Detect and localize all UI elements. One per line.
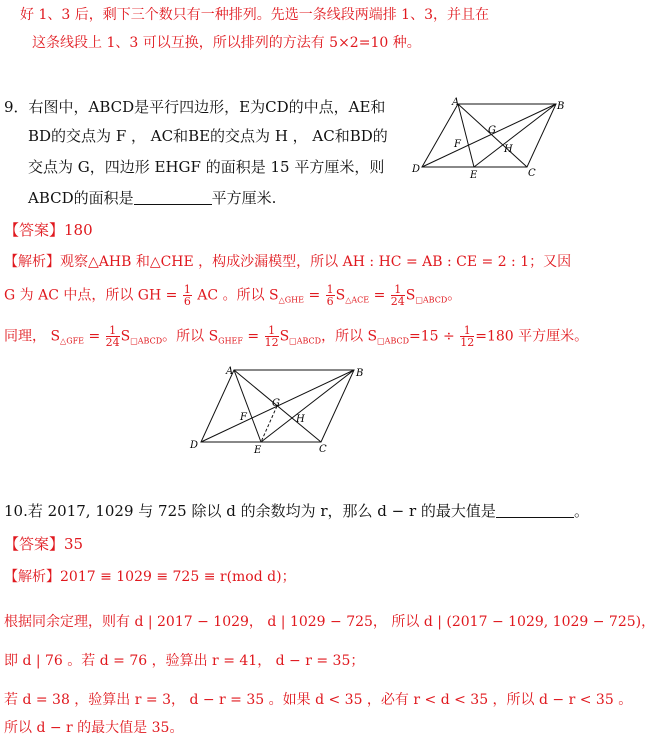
label-b-large: B [356,368,364,379]
q9-a2-eq-1: = [308,287,321,304]
q10-answer-value: 35 [64,535,84,553]
label-d-small: D [412,164,421,175]
fraction-1-24-a: $\frac{1}{24}$ [390,283,405,308]
q9-figure-large [186,362,372,456]
q9-a3-text-d: =15 ÷ [409,328,455,345]
sub-abcd-b: □ABCD [130,336,163,346]
q10-answer-tag: 【答案】 [4,535,65,553]
q9-a3-eq-2: = [247,328,260,345]
q9-answer-tag: 【答案】 [4,221,65,239]
q9-a3-text-c: ，所以 S [321,328,378,345]
q9-line-3: 交点为 G，四边形 EHGF 的面积是 15 平方厘米，则 [28,158,385,176]
q9-a2-text-a: G 为 AC 中点，所以 GH = [4,287,178,304]
q10-analysis-line-5: 所以 d − r 的最大值是 35。 [4,720,184,736]
q9-analysis-tag: 【解析】 [4,254,60,270]
q9-a2-end: 。 [447,287,462,304]
segment-be-small [474,104,556,167]
q9-answer-line [4,219,93,241]
q9-a2-text-b: AC 。所以 S [197,287,279,304]
q10-answer-blank [496,503,574,518]
q10-analysis-tag: 【解析】 [4,569,60,585]
q10-analysis-line-1 [4,566,296,588]
q9-answer-value: 180 [64,221,93,239]
intro-line-1: 好 1、3 后，剩下三个数只有一种排列。先选一条线段两端排 1、3，并且在 [20,7,489,23]
q9-line-4 [28,187,276,209]
q9-a3-text-a: 同理， S [4,328,61,345]
label-f-large: F [240,412,247,423]
q9-a3-eq-1: = [88,328,101,345]
q9-a2-s-ace: S [335,287,346,304]
label-h-large: H [296,414,305,425]
q9-line-1: 9．右图中，ABCD是平行四边形，E为CD的中点，AE和 [4,98,386,116]
q9-analysis-line-1 [4,251,571,273]
q10-analysis-line-2: 根据同余定理，则有 d | 2017 − 1029， d | 1029 − 725， 所以 d | (2017 − 1029, 1029 − 725)， [4,614,655,630]
label-g-small: G [488,125,496,136]
q9-a2-eq-2: = [373,287,386,304]
intro-line-2: 这条线段上 1、3 可以互换，所以排列的方法有 5×2=10 种。 [32,35,421,51]
q9-analysis-line-2 [4,284,461,312]
fraction-1-6-b: $\frac{1}{6}$ [326,283,334,308]
sub-ace: △ACE [345,295,370,305]
sub-abcd-a: □ABCD [415,295,448,305]
label-h-small: H [504,144,513,155]
q10-analysis-text-1: 2017 ≡ 1029 ≡ 725 ≡ r(mod d)； [60,569,296,585]
label-e-small: E [470,170,478,181]
q10-analysis-line-4: 若 d = 38 ，验算出 r = 3， d − r = 35 。如果 d < 35 ，必有 r < d < 35 ，所以 d − r < 35 。 [4,692,633,708]
q10-line-1 [4,500,589,522]
q9-figure-small [410,96,565,182]
label-c-large: C [319,444,327,455]
label-g-large: G [272,398,280,409]
sub-ghef: GHEF [218,336,243,346]
fraction-1-12-b: $\frac{1}{12}$ [460,324,475,349]
q9-a3-text-b: 。所以 S [162,328,219,345]
label-d-large: D [190,440,199,451]
fraction-1-6-a: $\frac{1}{6}$ [183,283,191,308]
q9-line-2: BD的交点为 F ， AC和BE的交点为 H ， AC和BD的 [28,127,388,145]
fraction-1-24-b: $\frac{1}{24}$ [105,324,120,349]
label-c-small: C [528,168,536,179]
q10-answer-line [4,533,83,555]
q10-analysis-line-3: 即 d | 76 。若 d = 76 ，验算出 r = 41， d − r = 35； [4,653,365,669]
label-a-small: A [452,97,460,108]
q9-a3-s-abcd: S [120,328,131,345]
fraction-1-12-a: $\frac{1}{12}$ [264,324,279,349]
sub-abcd-d: □ABCD [377,336,410,346]
q9-line-4-post: 平方厘米. [211,189,277,207]
q9-analysis-line-3 [4,325,588,353]
q10-text-post: 。 [573,502,589,520]
q9-a3-result: =180 平方厘米。 [475,328,589,345]
q10-text-pre: 10.若 2017, 1029 与 725 除以 d 的余数均为 r，那么 d − r 的最大值是 [4,502,496,520]
label-e-large: E [254,445,262,456]
sub-abcd-c: □ABCD [289,336,322,346]
label-b-small: B [557,101,565,112]
q9-a2-s-abcd: S [405,287,416,304]
sub-ghe: △GHE [278,295,304,305]
q9-answer-blank [134,190,212,205]
q9-analysis-text-1: 观察△AHB 和△CHE ，构成沙漏模型，所以 AH : HC = AB : CE = 2 : 1；又因 [60,254,572,270]
label-f-small: F [454,139,461,150]
segment-ge-dashed [261,406,277,442]
segment-ae-small [458,104,474,167]
q9-line-4-pre: ABCD的面积是 [28,189,134,207]
sub-gfe: △GFE [60,336,84,346]
label-a-large: A [226,366,234,377]
q9-a3-s-abcd-2: S [279,328,290,345]
